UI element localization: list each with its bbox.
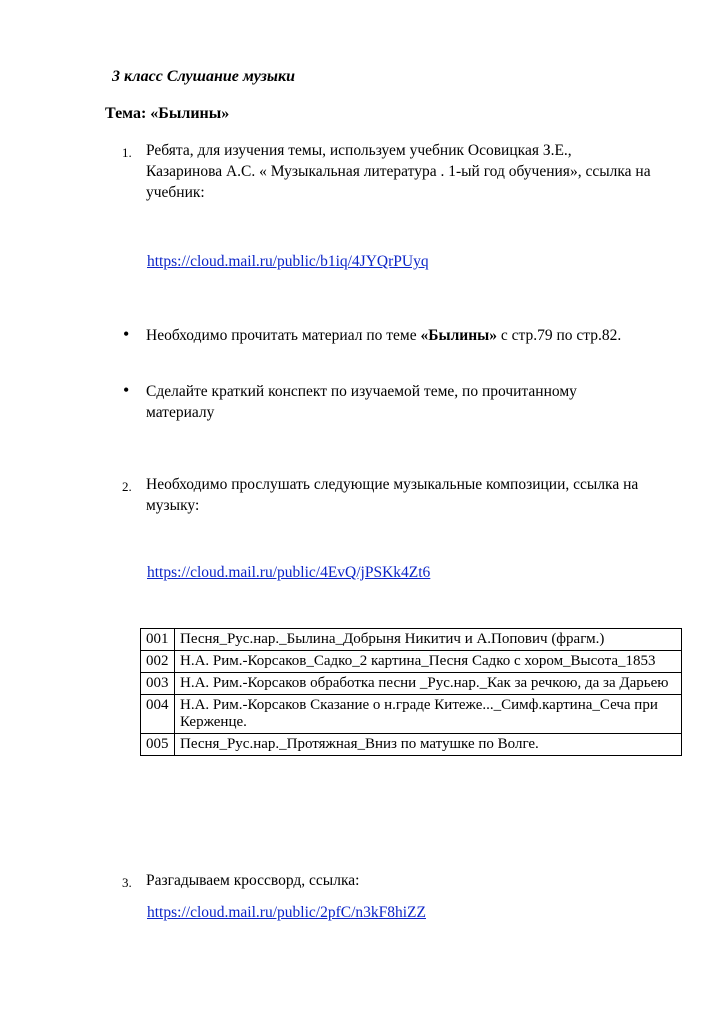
crossword-link[interactable]: https://cloud.mail.ru/public/2pfC/n3kF8hiZZ — [147, 904, 426, 921]
track-title: Н.А. Рим.-Корсаков_Садко_2 картина_Песня Садко с хором_Высота_1853 — [175, 651, 682, 673]
table-row — [141, 673, 682, 695]
table-row — [141, 629, 682, 651]
section-3-number: 3. — [122, 875, 132, 890]
topic-title: Тема: «Былины» — [105, 105, 230, 122]
class-title: 3 класс Слушание музыки — [112, 68, 296, 85]
track-number: 005 — [141, 734, 175, 756]
section-2 — [0, 474, 724, 519]
bullet-icon: • — [123, 324, 130, 344]
track-number: 003 — [141, 673, 175, 695]
track-number: 002 — [141, 651, 175, 673]
table-row — [141, 734, 682, 756]
section-3-text: Разгадываем кроссворд, ссылка: — [146, 872, 360, 889]
tracks-table — [140, 628, 682, 756]
section-1-number: 1. — [122, 145, 132, 160]
topic-name-bold: «Былины» — [420, 327, 497, 344]
music-link[interactable]: https://cloud.mail.ru/public/4EvQ/jPSKk4Zt6 — [147, 564, 431, 581]
track-number: 004 — [141, 695, 175, 734]
bullet-item-summary — [0, 381, 724, 426]
track-title: Песня_Рус.нар._Былина_Добрыня Никитич и А.Попович (фрагм.) — [175, 629, 682, 651]
table-row — [141, 695, 682, 734]
section-2-number: 2. — [122, 479, 132, 494]
bullet-summary-text: Сделайте краткий конспект по изучаемой теме, по прочитанному материалу — [146, 383, 577, 421]
table-row — [141, 651, 682, 673]
bullet-icon: • — [123, 380, 130, 400]
track-title: Н.А. Рим.-Корсаков Сказание о н.граде Китеже..._Симф.картина_Сеча при Керженце. — [175, 695, 682, 734]
textbook-link[interactable]: https://cloud.mail.ru/public/b1iq/4JYQrPUyq — [147, 253, 429, 270]
section-2-text: Необходимо прослушать следующие музыкальные композиции, ссылка на музыку: — [146, 476, 639, 514]
bullet-item-reading — [0, 325, 724, 370]
section-1 — [0, 140, 724, 210]
bullet-reading-text: Необходимо прочитать материал по теме «Былины» с стр.79 по стр.82. — [146, 327, 622, 344]
track-number: 001 — [141, 629, 175, 651]
track-title: Н.А. Рим.-Корсаков обработка песни _Рус.нар._Как за речкою, да за Дарьею — [175, 673, 682, 695]
section-1-text: Ребята, для изучения темы, используем учебник Осовицкая З.Е., Казаринова А.С. « Музыкальная литература . 1-ый год обучения», ссылка на учебник: — [146, 142, 651, 201]
track-title: Песня_Рус.нар._Протяжная_Вниз по матушке по Волге. — [175, 734, 682, 756]
section-3 — [0, 870, 724, 894]
